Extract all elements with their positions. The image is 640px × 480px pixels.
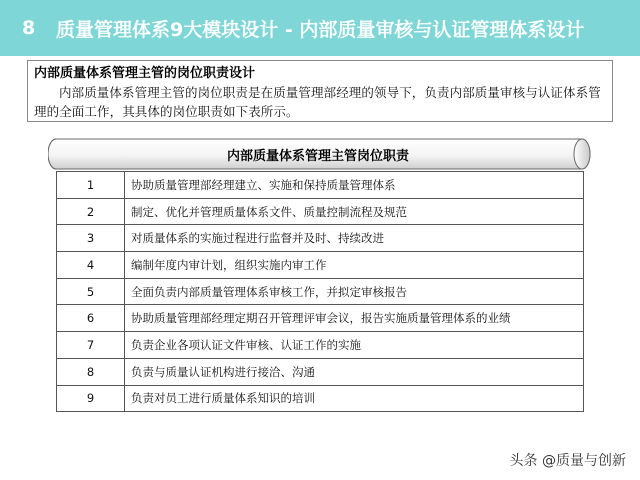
row-number: 7 — [57, 332, 125, 359]
row-number: 2 — [57, 198, 125, 225]
intro-box — [27, 60, 613, 122]
intro-body: 内部质量体系管理主管的岗位职责是在质量管理部经理的领导下，负责内部质量审核与认证体系管理的全面工作，其具体的岗位职责如下表所示。 — [34, 85, 601, 119]
table-row — [57, 172, 584, 199]
watermark: 头条 @质量与创新 — [509, 453, 626, 469]
row-duty: 编制年度内审计划，组织实施内审工作 — [125, 252, 584, 279]
row-duty: 协助质量管理部经理定期召开管理评审会议，报告实施质量管理体系的业绩 — [125, 305, 584, 332]
page-title: 质量管理体系9大模块设计 - 内部质量审核与认证管理体系设计 — [56, 18, 585, 41]
row-number: 9 — [57, 385, 125, 412]
row-duty: 协助质量管理部经理建立、实施和保持质量管理体系 — [125, 172, 584, 199]
row-duty: 负责对员工进行质量体系知识的培训 — [125, 385, 584, 412]
table-row — [57, 305, 584, 332]
intro-heading: 内部质量体系管理主管的岗位职责设计 — [34, 66, 256, 81]
row-number: 8 — [57, 358, 125, 385]
section-number: 8 — [22, 17, 36, 39]
row-number: 3 — [57, 225, 125, 252]
table-row — [57, 278, 584, 305]
table-row — [57, 225, 584, 252]
row-duty: 对质量体系的实施过程进行监督并及时、持续改进 — [125, 225, 584, 252]
table-row — [57, 358, 584, 385]
duty-table — [56, 171, 584, 412]
table-row — [57, 252, 584, 279]
row-duty: 负责与质量认证机构进行接洽、沟通 — [125, 358, 584, 385]
table-row — [57, 332, 584, 359]
row-duty: 全面负责内部质量管理体系审核工作，并拟定审核报告 — [125, 278, 584, 305]
header-bar — [0, 0, 640, 56]
row-duty: 制定、优化并管理质量体系文件、质量控制流程及规范 — [125, 198, 584, 225]
table-row — [57, 198, 584, 225]
table-title: 内部质量体系管理主管岗位职责 — [226, 148, 409, 164]
row-number: 1 — [57, 172, 125, 199]
table-row — [57, 385, 584, 412]
table-title-banner — [48, 138, 594, 170]
row-number: 5 — [57, 278, 125, 305]
row-number: 4 — [57, 252, 125, 279]
row-duty: 负责企业各项认证文件审核、认证工作的实施 — [125, 332, 584, 359]
row-number: 6 — [57, 305, 125, 332]
